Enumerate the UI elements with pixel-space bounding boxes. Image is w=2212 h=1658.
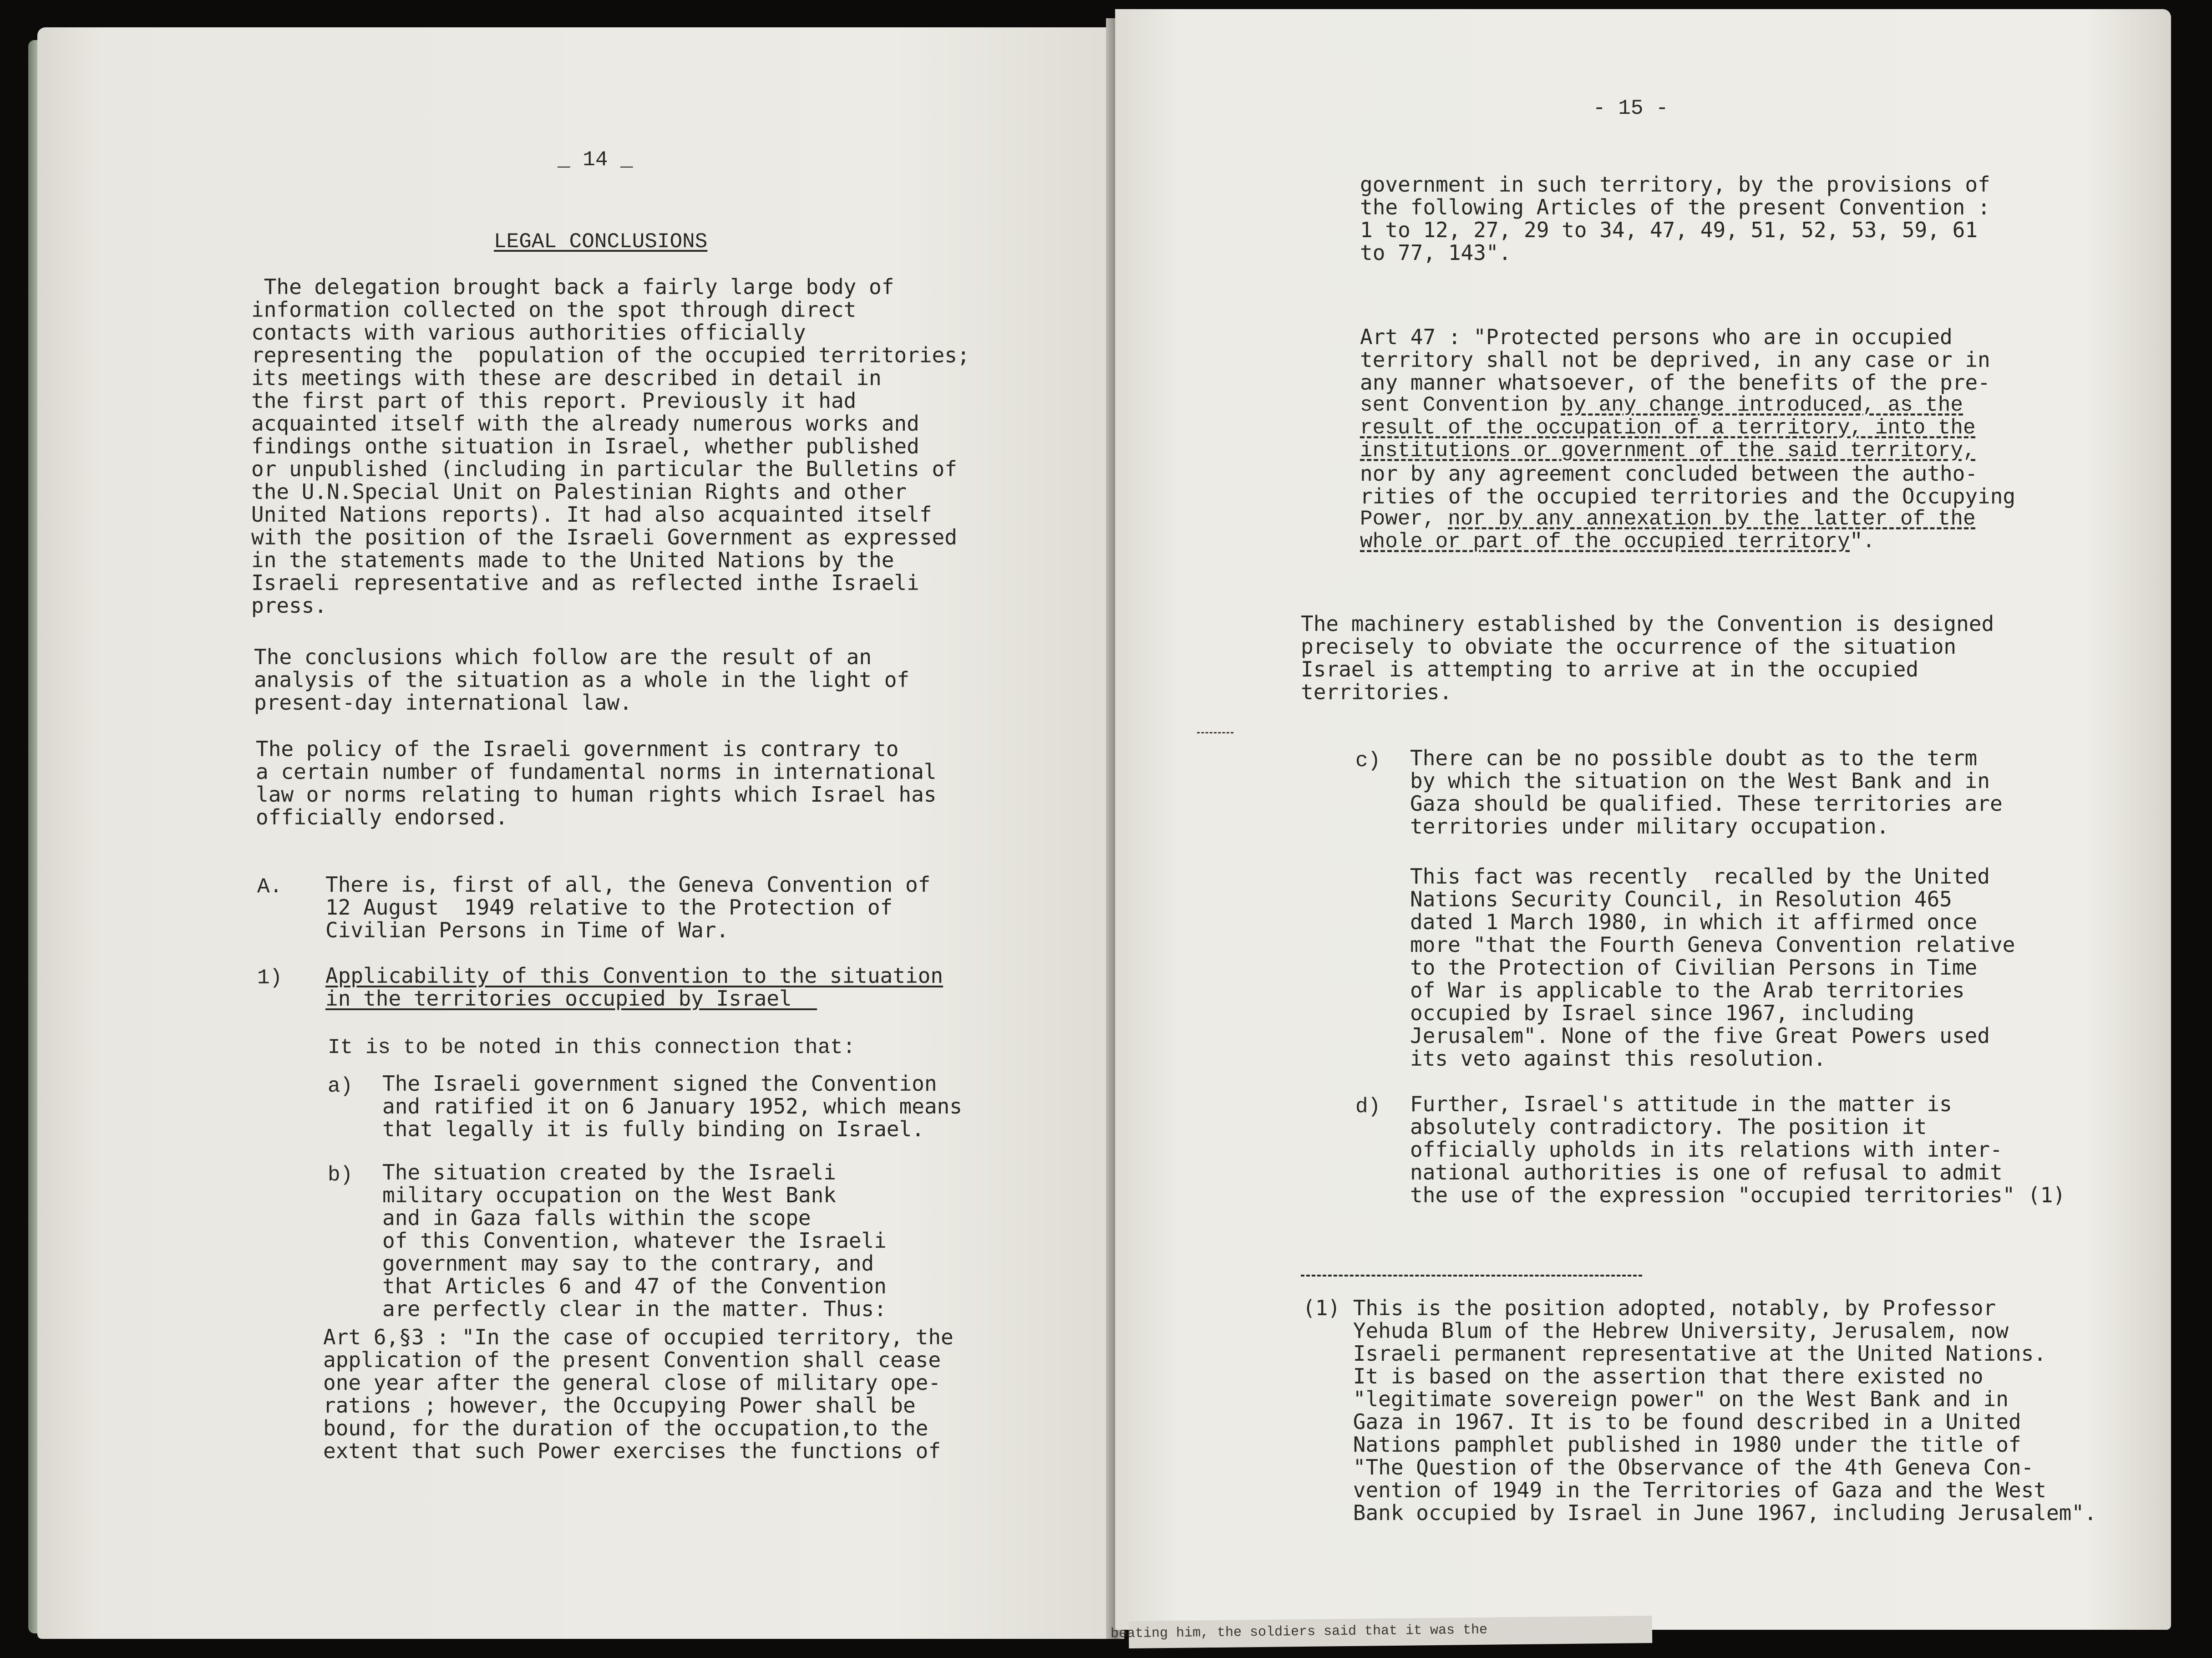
item-c-text: There can be no possible doubt as to the term by which the situation on the West Bank and in Gaza should be qualified. These territories are territories under military occupation. bbox=[1410, 746, 2003, 839]
continued-text: government in such territory, by the provisions of the following Articles of the present Convention : 1 to 12, 27, 29 to 34, 47, 49, 51, 52, 53, 59, 61 to 77, 143". bbox=[1360, 172, 1990, 265]
item-b-label: b) bbox=[328, 1163, 353, 1187]
page-number-right: - 15 - bbox=[1593, 97, 1669, 120]
paragraph-policy: The policy of the Israeli government is contrary to a certain number of fundamental norms in international law or norms relating to human rights which Israel has officially endorsed. bbox=[256, 737, 937, 829]
item-a-lower-text: The Israeli government signed the Convention and ratified it on 6 January 1952, which means that legally it is fully binding on Israel. bbox=[382, 1071, 962, 1141]
footnote-separator bbox=[1301, 1275, 1642, 1277]
item-a-label: A. bbox=[257, 875, 283, 899]
item-a-lower-label: a) bbox=[328, 1074, 353, 1098]
paragraph-resolution: This fact was recently recalled by the United Nations Security Council, in Resolution 465 dated 1 March 1980, in which it affirmed once more "that the Fourth Geneva Convention relative to the Protection of Civilian Persons in Time of War is applicable to the Arab territories occupied by Israel since 1967, including Jerusalem". None of the five Great Powers used its veto against this resolution. bbox=[1410, 864, 2015, 1071]
page-number-left: _ 14 _ bbox=[558, 148, 633, 172]
article-6-quote: Art 6,§3 : "In the case of occupied territory, the application of the present Convention shall cease one year after the general close of military ope- rations ; however, the Occupying Power shall be bound, for the duration of the occupation,to the extent that such Power exercises the functions of bbox=[323, 1325, 954, 1463]
note-line: It is to be noted in this connection that: bbox=[328, 1036, 856, 1059]
article-47-opening: Art 47 : "Protected persons who are in occupied territory shall not be deprived, in any case or in any manner whatsoever, of the benefits of the pre- bbox=[1360, 325, 1990, 395]
article-47-middle: nor by any agreement concluded between the autho- rities of the occupied territories and the Occupying bbox=[1360, 461, 2016, 509]
folded-strip-text: beating him, the soldiers said that it was the bbox=[1110, 1622, 1488, 1642]
article-47-line5: result of the occupation of a territory, into the bbox=[1360, 416, 1976, 440]
article-47-line4: sent Convention by any change introduced, as the bbox=[1360, 393, 1963, 417]
item-1-heading: Applicability of this Convention to the situation in the territories occupied by Israel bbox=[325, 963, 944, 1011]
paragraph-conclusions: The conclusions which follow are the result of an analysis of the situation as a whole in the light of present-day international law. bbox=[254, 645, 910, 715]
article-47-line10: whole or part of the occupied territory". bbox=[1360, 530, 1875, 554]
section-heading: LEGAL CONCLUSIONS bbox=[494, 230, 708, 254]
item-d-label: d) bbox=[1355, 1095, 1381, 1119]
margin-mark bbox=[1197, 732, 1233, 733]
paragraph-machinery: The machinery established by the Convention is designed precisely to obviate the occurrence of the situation Israel is attempting to arrive at in the occupied territories. bbox=[1301, 611, 1994, 704]
item-b-text: The situation created by the Israeli military occupation on the West Bank and in Gaza falls within the scope of this Convention, whatever the Israeli government may say to the contrary, and that Articles 6 and 47 of the Convention are perfectly clear in the matter. Thus: bbox=[382, 1160, 887, 1321]
item-c-label: c) bbox=[1355, 749, 1381, 773]
item-d-text: Further, Israel's attitude in the matter is absolutely contradictory. The position it officially upholds in its relations with inter- national authorities is one of refusal to admit the use of the expression "occupied territories" (1) bbox=[1410, 1092, 2066, 1207]
item-a-text: There is, first of all, the Geneva Convention of 12 August 1949 relative to the Protection of Civilian Persons in Time of War. bbox=[325, 872, 931, 942]
paragraph-intro: The delegation brought back a fairly large body of information collected on the spot through direct contacts with various authorities officially representing the population of the occupied territories; its meetings with these are described in detail in the first part of this report. Previously it had acquainted itself with the already numerous works and findings onthe situation in Israel, whether published or unpublished (including in particular the Bulletins of the U.N.Special Unit on Palestinian Rights and other United Nations reports). It had also acquainted itself with the position of the Israeli Government as expressed in the statements made to the United Nations by the Israeli representative and as reflected inthe Israeli press. bbox=[251, 275, 970, 618]
article-47-line9: Power, nor by any annexation by the latter of the bbox=[1360, 507, 1976, 531]
footnote-1: (1) This is the position adopted, notably, by Professor Yehuda Blum of the Hebrew University, Jerusalem, now Israeli permanent representative at the United Nations. It is based on the assertion that there existed no "legitimate sovereign power" on the West Bank and in Gaza in 1967. It is to be found described in a United Nations pamphlet published in 1980 under the title of "The Question of the Observance of the 4th Geneva Con- vention of 1949 in the Territories of Gaza and the West Bank occupied by Israel in June 1967, including Jerusalem". bbox=[1303, 1296, 2097, 1525]
article-47-line6: institutions or government of the said territory, bbox=[1360, 439, 1976, 463]
item-1-label: 1) bbox=[257, 966, 283, 990]
